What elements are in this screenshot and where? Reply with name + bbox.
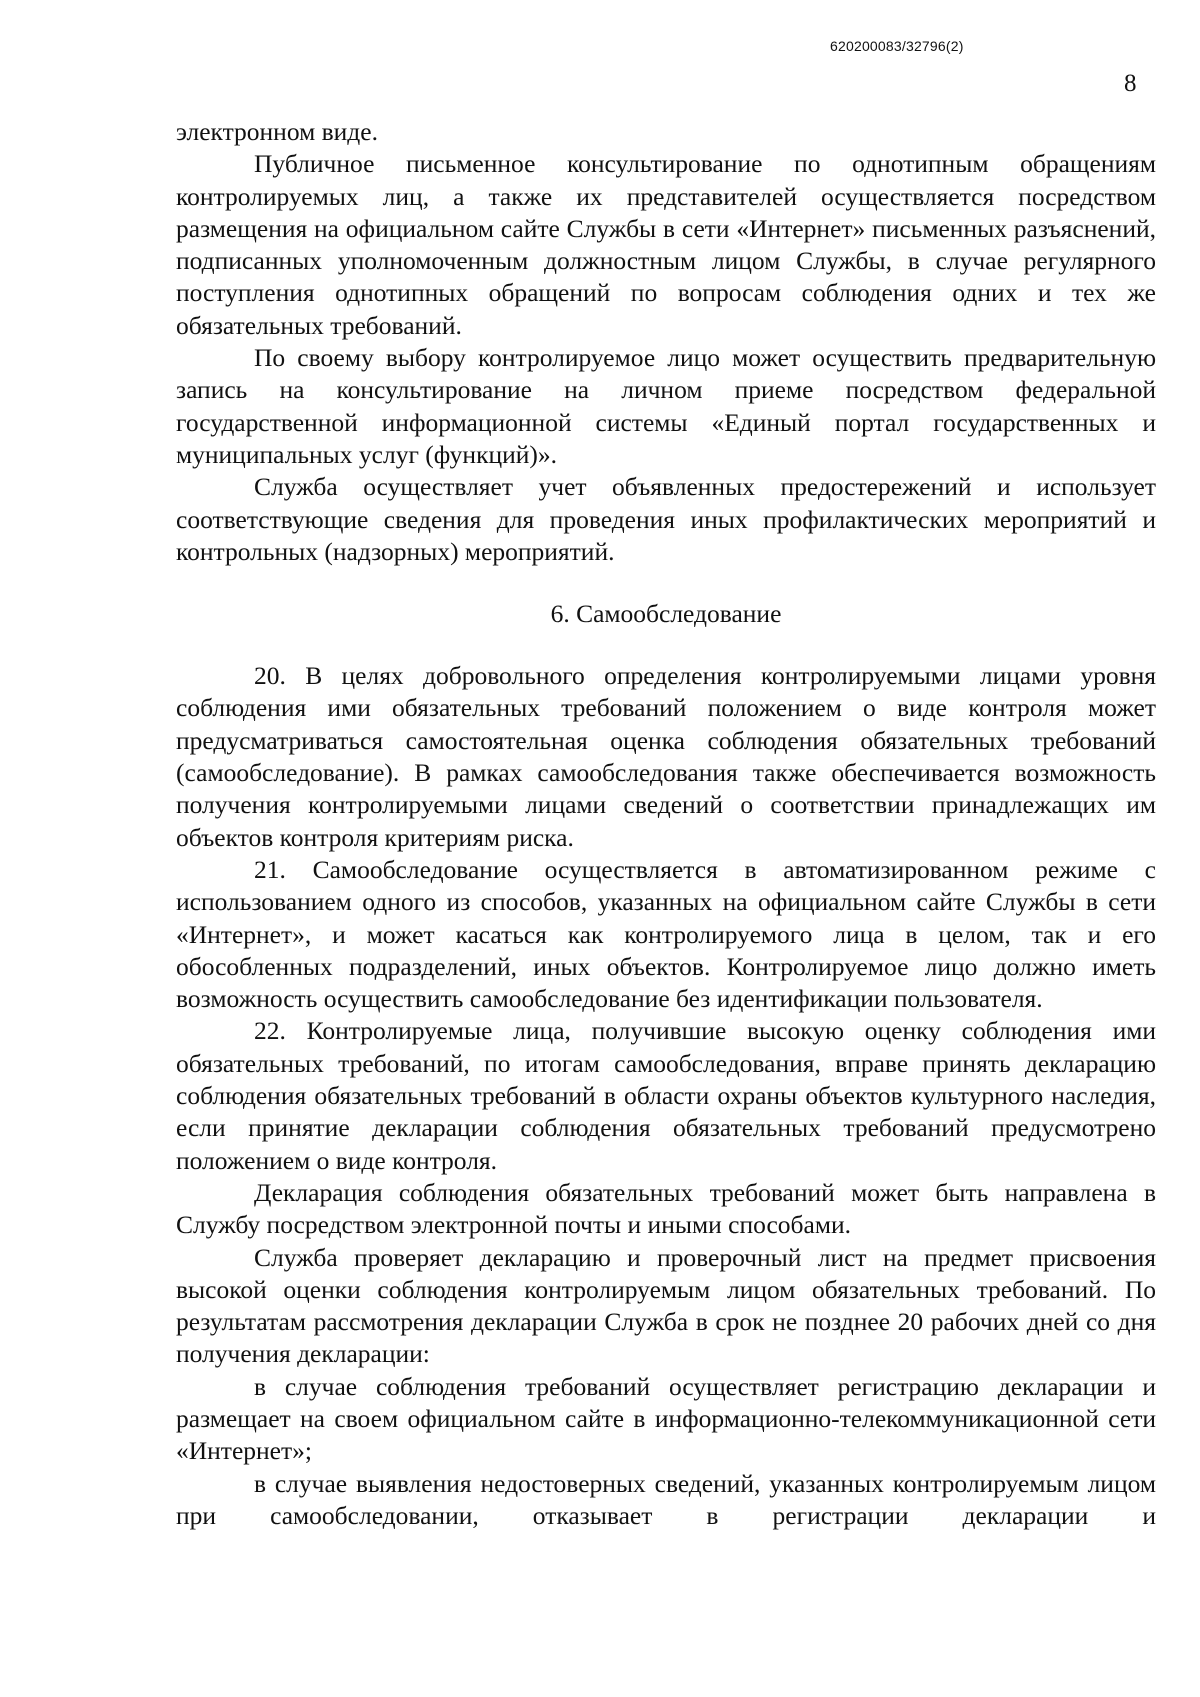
paragraph: Декларация соблюдения обязательных требований может быть направлена в Службу посредством электронной почты и иными способами. — [176, 1177, 1156, 1240]
paragraph: Служба проверяет декларацию и проверочный лист на предмет присвоения высокой оценки соблюдения контролируемым лицом обязательных требований. По результатам рассмотрения декларации Служба в срок не позднее 20 рабочих дней со дня получения декларации: — [176, 1242, 1156, 1369]
paragraph: По своему выбору контролируемое лицо может осуществить предварительную запись на консультирование на личном приеме посредством федеральной государственной информационной системы «Единый портал государственных и муниципальных услуг (функций)». — [176, 343, 1156, 469]
paragraph: в случае выявления недостоверных сведений, указанных контролируемым лицом при самообследовании, отказывает в регистрации декларации и — [176, 1468, 1156, 1530]
document-body — [176, 116, 1156, 1532]
paragraph: в случае соблюдения требований осуществляет регистрацию декларации и размещает на своем официальном сайте в информационно-телекоммуникационной сети «Интернет»; — [176, 1371, 1156, 1466]
section-title: 6. Самообследование — [550, 599, 782, 629]
paragraph: Служба осуществляет учет объявленных предостережений и использует соответствующие сведения для проведения иных профилактических мероприятий и контрольных (надзорных) мероприятий. — [176, 472, 1156, 566]
paragraph: 22. Контролируемые лица, получившие высокую оценку соблюдения ими обязательных требований, по итогам самообследования, вправе принять декларацию соблюдения обязательных требований в области охраны объектов культурного наследия, если принятие декларации соблюдения обязательных требований предусмотрено положением о виде контроля. — [176, 1016, 1156, 1175]
paragraph: 20. В целях добровольного определения контролируемыми лицами уровня соблюдения ими обязательных требований положением о виде контроля может предусматриваться самостоятельная оценка соблюдения обязательных требований (самообследование). В рамках самообследования также обеспечивается возможность получения контролируемыми лицами сведений о соответствии принадлежащих им объектов контроля критериям риска. — [176, 661, 1156, 852]
paragraph: 21. Самообследование осуществляется в автоматизированном режиме с использованием одного из способов, указанных на официальном сайте Службы в сети «Интернет», и может касаться как контролируемого лица в целом, так и его обособленных подразделений, иных объектов. Контролируемое лицо должно иметь возможность осуществить самообследование без идентификации пользователя. — [176, 854, 1156, 1014]
paragraph: Публичное письменное консультирование по однотипным обращениям контролируемых лиц, а также их представителей осуществляется посредством размещения на официальном сайте Службы в сети «Интернет» письменных разъяснений, подписанных уполномоченным должностным лицом Службы, в случае регулярного поступления однотипных обращений по вопросам соблюдения одних и тех же обязательных требований. — [176, 149, 1156, 340]
page-number: 8 — [1124, 70, 1137, 97]
paragraph: электронном виде. — [176, 117, 378, 146]
document-id: 620200083/32796(2) — [830, 38, 964, 54]
